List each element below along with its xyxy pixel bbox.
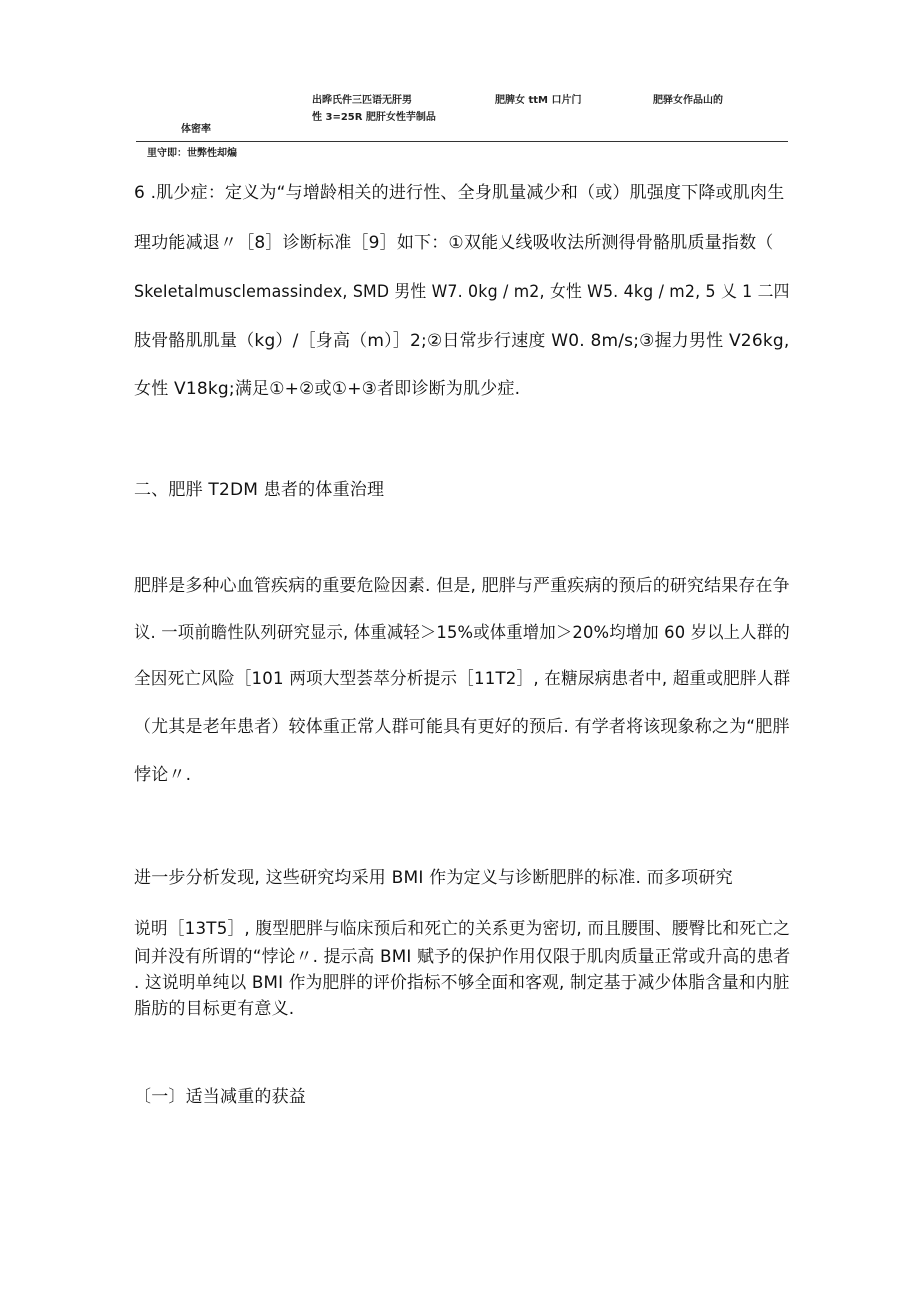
para1-line2: 议. 一项前瞻性队列研究显示, 体重减轻＞15%或体重增加＞20%均增加 60 岁以上人群的 <box>134 623 790 643</box>
section6-line5: 女性 V18kg;满足①+②或①+③者即诊断为肌少症. <box>134 379 521 399</box>
table-bottom-rule <box>136 141 788 142</box>
para1-line4: （尤其是老年患者）较体重正常人群可能具有更好的预后. 有学者将该现象称之为“肥胖 <box>134 717 790 737</box>
para1-line3: 全因死亡风险［101 两项大型荟萃分析提示［11T2］, 在糖尿病患者中, 超重或肥胖人群 <box>134 669 791 689</box>
table-header-col1-line1: 出晔氏件三匹语无肝男 <box>312 95 412 106</box>
section6-line4: 肢骨骼肌肌量（kg）/［身高（m）］2;②日常步行速度 W0. 8m/s;③握力男性 V26kg, <box>134 331 790 351</box>
para2-line2: 说明［13T5］, 腹型肥胖与临床预后和死亡的关系更为密切, 而且腰围、腰臀比和死亡之 <box>134 919 791 939</box>
para2-line4: . 这说明单纯以 BMI 作为肥胖的评价指标不够全面和客观, 制定基于减少体脂含量和内脏 <box>134 973 790 993</box>
subheading-1: 〔一〕适当减重的获益 <box>134 1087 306 1107</box>
para2-line5: 脂肪的目标更有意义. <box>134 999 295 1019</box>
section6-line3: SkeIetalmusclemassindex, SMD 男性 W7. 0kg / m2, 女性 W5. 4kg / m2, 5 乂 1 二四 <box>134 282 790 302</box>
para2-line3: 间并没有所谓的“悖论〃. 提示高 BMI 赋予的保护作用仅限于肌肉质量正常或升高的患者 <box>134 947 791 967</box>
para1-line5: 悖论〃. <box>134 765 192 785</box>
table-footnote: 里守即：世弊性却煸 <box>147 148 237 159</box>
para2-line1: 进一步分析发现, 这些研究均采用 BMI 作为定义与诊断肥胖的标准. 而多项研究 <box>134 868 733 888</box>
section6-line2: 理功能减退〃［8］诊断标准［9］如下：①双能乂线吸收法所测得骨骼肌质量指数（ <box>134 233 774 253</box>
table-row-label: 体密率 <box>181 124 211 135</box>
section6-line1: 6 .肌少症：定义为“与增龄相关的进行性、全身肌量减少和（或）肌强度下降或肌肉生 <box>134 183 785 203</box>
section-heading-2: 二、肥胖 T2DM 患者的体重治理 <box>134 480 385 500</box>
table-header-col3: 肥驿女作品山的 <box>653 95 723 106</box>
table-header-col2: 肥脾女 ttM 口片门 <box>495 95 582 106</box>
para1-line1: 肥胖是多种心血管疾病的重要危险因素. 但是, 肥胖与严重疾病的预后的研究结果存在争 <box>134 576 790 596</box>
table-header-col1-line2: 性 3=25R 肥肝女性芋制品 <box>312 112 436 123</box>
